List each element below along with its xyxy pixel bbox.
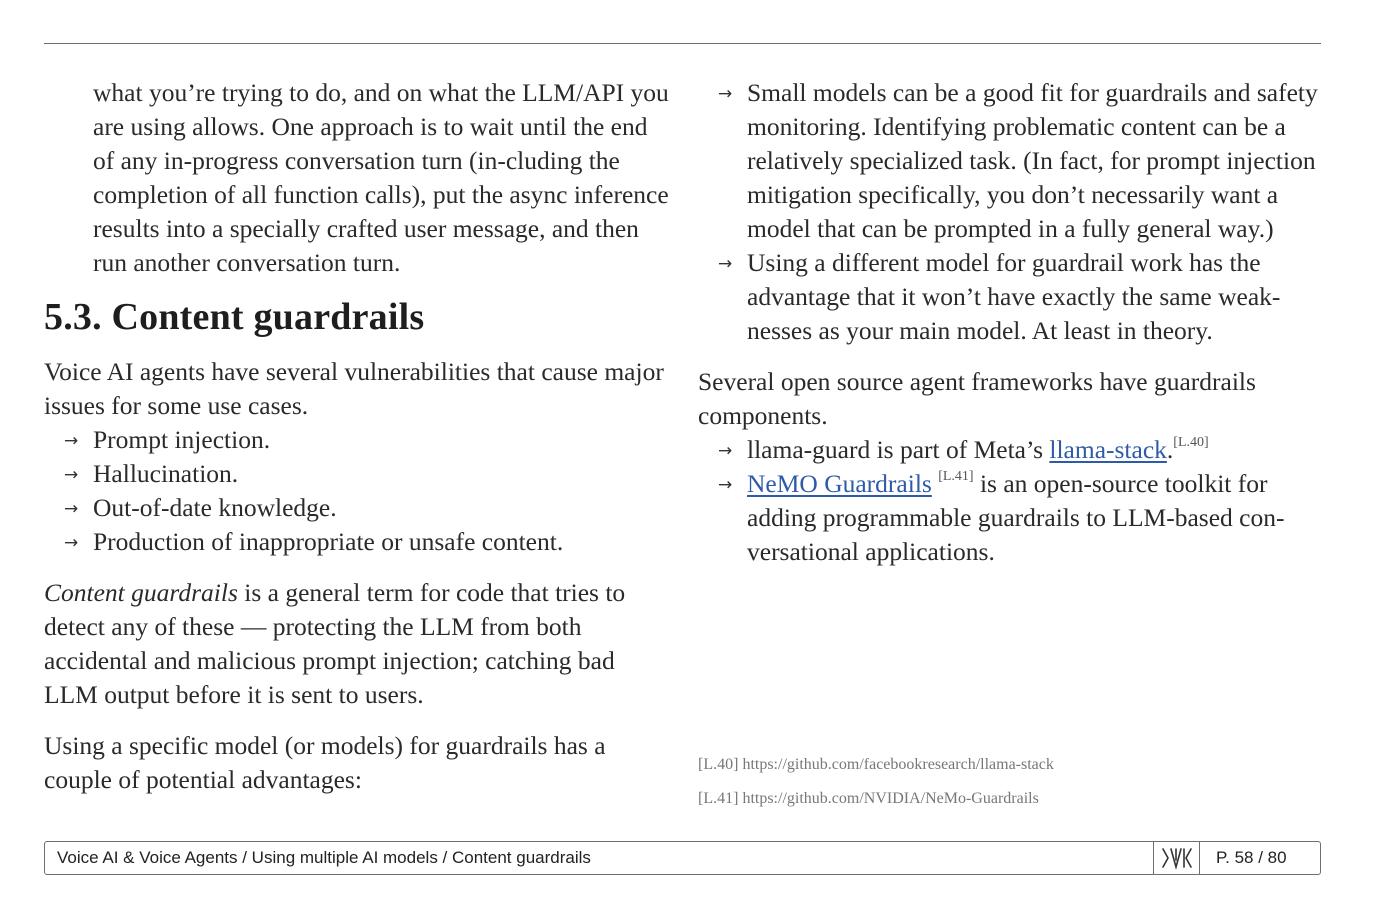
footnote-url[interactable]: https://github.com/NVIDIA/NeMo-Guardrails bbox=[742, 790, 1039, 807]
list-item: → Production of inappropriate or unsafe content. bbox=[44, 525, 669, 559]
advantages-list bbox=[698, 76, 1323, 348]
list-item: → llama-guard is part of Meta’s llama-stack.[L.40] bbox=[698, 433, 1323, 467]
header-rule bbox=[44, 43, 1321, 44]
arrow-icon: → bbox=[718, 475, 733, 495]
vulnerabilities-list bbox=[44, 423, 669, 559]
intro-paragraph: what you’re trying to do, and on what the LLM/API you are using allows. One approach is to wait until the end of any in-progress conversation turn (in-cluding the completion of all function calls), put the async inference results into a specially crafted user message, and then run another conversation turn. bbox=[93, 78, 669, 277]
section-heading: 5.3. Content guardrails bbox=[44, 296, 425, 338]
footnote-ref[interactable]: [L.40] bbox=[1173, 435, 1209, 450]
guardrails-definition: Content guardrails is a general term for code that tries to detect any of these — protecting the LLM from both accidental and malicious prompt injection; catching bad LLM output before it is sent to users. bbox=[44, 578, 626, 709]
frameworks-list bbox=[698, 433, 1323, 569]
arrow-icon: → bbox=[718, 84, 733, 104]
arrow-icon: → bbox=[718, 441, 733, 461]
arrow-icon: → bbox=[64, 465, 79, 485]
breadcrumb: Voice AI & Voice Agents / Using multiple AI models / Content guardrails bbox=[57, 848, 591, 867]
footnote-url[interactable]: https://github.com/facebookresearch/llama-stack bbox=[742, 756, 1054, 773]
list-item: → Small models can be a good fit for guardrails and safety monitoring. Identifying problematic content can be a relatively specialized task. (In fact, for prompt injection mitigation specifically, you don’t necessarily want a model that can be prompted in a fully general way.) bbox=[718, 78, 1318, 243]
left-column bbox=[44, 76, 669, 797]
arrow-icon: → bbox=[64, 533, 79, 553]
list-item: → Using a different model for guardrail work has the advantage that it won’t have exactly the same weak-nesses as your main model. At least in theory. bbox=[718, 248, 1281, 345]
page-footer bbox=[44, 841, 1321, 875]
list-item: → NeMO Guardrails [L.41] is an open-source toolkit for adding programmable guardrails to LLM-based con-versational applications. bbox=[718, 469, 1285, 566]
arrow-icon: → bbox=[64, 499, 79, 519]
footnote-item: [L.40] https://github.com/facebookresearch/llama-stack bbox=[698, 756, 1054, 773]
footnote-item: [L.41] https://github.com/NVIDIA/NeMo-Guardrails bbox=[698, 790, 1039, 807]
brand-logo-icon bbox=[1153, 842, 1200, 874]
right-column bbox=[698, 76, 1323, 569]
frameworks-intro: Several open source agent frameworks have guardrails components. bbox=[698, 367, 1256, 430]
footnotes bbox=[698, 748, 1054, 816]
llama-stack-link[interactable]: llama-stack bbox=[1049, 435, 1167, 464]
term-emphasis: Content guardrails bbox=[44, 578, 238, 607]
arrow-icon: → bbox=[64, 431, 79, 451]
arrow-icon: → bbox=[718, 254, 733, 274]
advantages-intro: Using a specific model (or models) for guardrails has a couple of potential advantages: bbox=[44, 731, 606, 794]
list-item: → Out-of-date knowledge. bbox=[44, 491, 669, 525]
vulnerabilities-intro: Voice AI agents have several vulnerabilities that cause major issues for some use cases. bbox=[44, 357, 664, 420]
list-item: → Prompt injection. bbox=[44, 423, 669, 457]
nemo-guardrails-link[interactable]: NeMO Guardrails bbox=[747, 469, 932, 498]
footnote-ref[interactable]: [L.41] bbox=[938, 469, 974, 484]
page-number: P. 58 / 80 bbox=[1216, 848, 1287, 867]
list-item: → Hallucination. bbox=[44, 457, 669, 491]
